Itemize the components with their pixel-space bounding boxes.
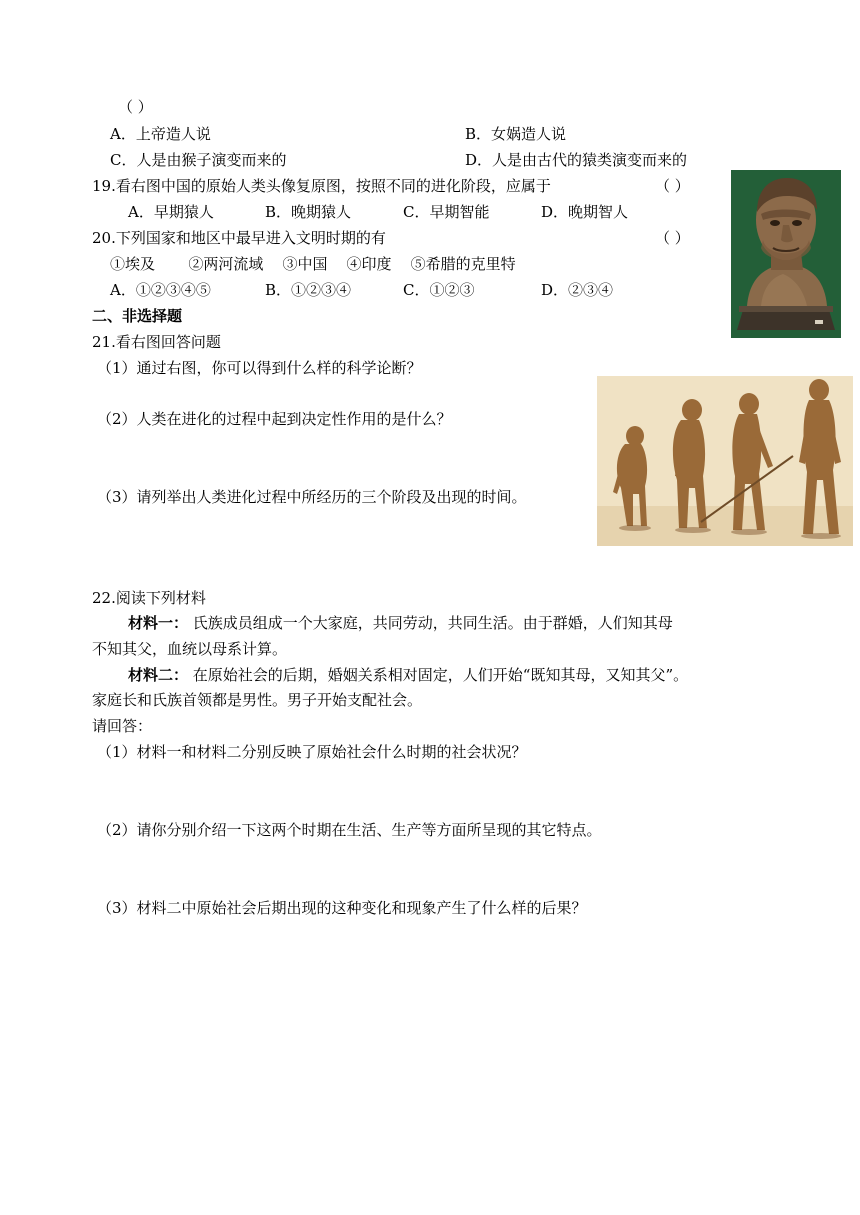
q18-option-a: A．上帝造人说 bbox=[110, 125, 211, 143]
q22-part-2: （2）请你分别介绍一下这两个时期在生活、生产等方面所呈现的其它特点。 bbox=[97, 821, 602, 839]
section-title: 二、非选择题 bbox=[92, 307, 183, 325]
q22-material-1 bbox=[128, 613, 673, 633]
q19-stem: 19.看右图中国的原始人类头像复原图，按照不同的进化阶段，应属于 bbox=[92, 177, 551, 195]
q20-answer-paren: （ ） bbox=[655, 229, 690, 247]
material-2-label: 材料二： bbox=[128, 666, 189, 684]
human-evolution-image bbox=[597, 376, 853, 546]
q18-option-d: D．人是由古代的猿类演变而来的 bbox=[465, 151, 688, 169]
q22-material-2 bbox=[128, 665, 688, 685]
material-1-continued: 不知其父，血统以母系计算。 bbox=[92, 640, 288, 658]
q22-part-1: （1）材料一和材料二分别反映了原始社会什么时期的社会状况？ bbox=[97, 743, 527, 761]
q20-option-b: B．①②③④ bbox=[265, 281, 352, 299]
q19-option-b: B．晚期猿人 bbox=[265, 203, 352, 221]
q21-part-1: （1）通过右图，你可以得到什么样的科学论断？ bbox=[97, 359, 422, 377]
q19-answer-paren: （ ） bbox=[655, 177, 690, 195]
q21-part-3: （3）请列举出人类进化过程中所经历的三个阶段及出现的时间。 bbox=[97, 488, 527, 506]
q19-option-a: A．早期猿人 bbox=[128, 203, 214, 221]
q18-option-b: B．女娲造人说 bbox=[465, 125, 567, 143]
q20-stem: 20.下列国家和地区中最早进入文明时期的有 bbox=[92, 229, 386, 247]
hominid-bust-image bbox=[731, 170, 841, 338]
q22-ask: 请回答： bbox=[92, 717, 153, 735]
material-2-continued: 家庭长和氏族首领都是男性。男子开始支配社会。 bbox=[92, 691, 423, 709]
q22-stem: 22.阅读下列材料 bbox=[92, 589, 206, 607]
q20-items: ①埃及 ②两河流域 ③中国 ④印度 ⑤希腊的克里特 bbox=[110, 255, 516, 273]
q18-answer-paren: （ ） bbox=[118, 98, 153, 116]
q21-stem: 21.看右图回答问题 bbox=[92, 333, 221, 351]
q22-part-3: （3）材料二中原始社会后期出现的这种变化和现象产生了什么样的后果？ bbox=[97, 899, 587, 917]
q20-option-d: D．②③④ bbox=[541, 281, 614, 299]
q21-part-2: （2）人类在进化的过程中起到决定性作用的是什么？ bbox=[97, 410, 452, 428]
q19-option-d: D．晚期智人 bbox=[541, 203, 629, 221]
material-2-text: 在原始社会的后期，婚姻关系相对固定，人们开始“既知其母，又知其父”。 bbox=[188, 666, 689, 684]
q20-option-a: A．①②③④⑤ bbox=[110, 281, 211, 299]
material-1-label: 材料一： bbox=[128, 614, 189, 632]
material-1-text: 氏族成员组成一个大家庭，共同劳动，共同生活。由于群婚，人们知其母 bbox=[188, 614, 673, 632]
q20-option-c: C．①②③ bbox=[403, 281, 475, 299]
q18-option-c: C．人是由猴子演变而来的 bbox=[110, 151, 287, 169]
q19-option-c: C．早期智能 bbox=[403, 203, 490, 221]
